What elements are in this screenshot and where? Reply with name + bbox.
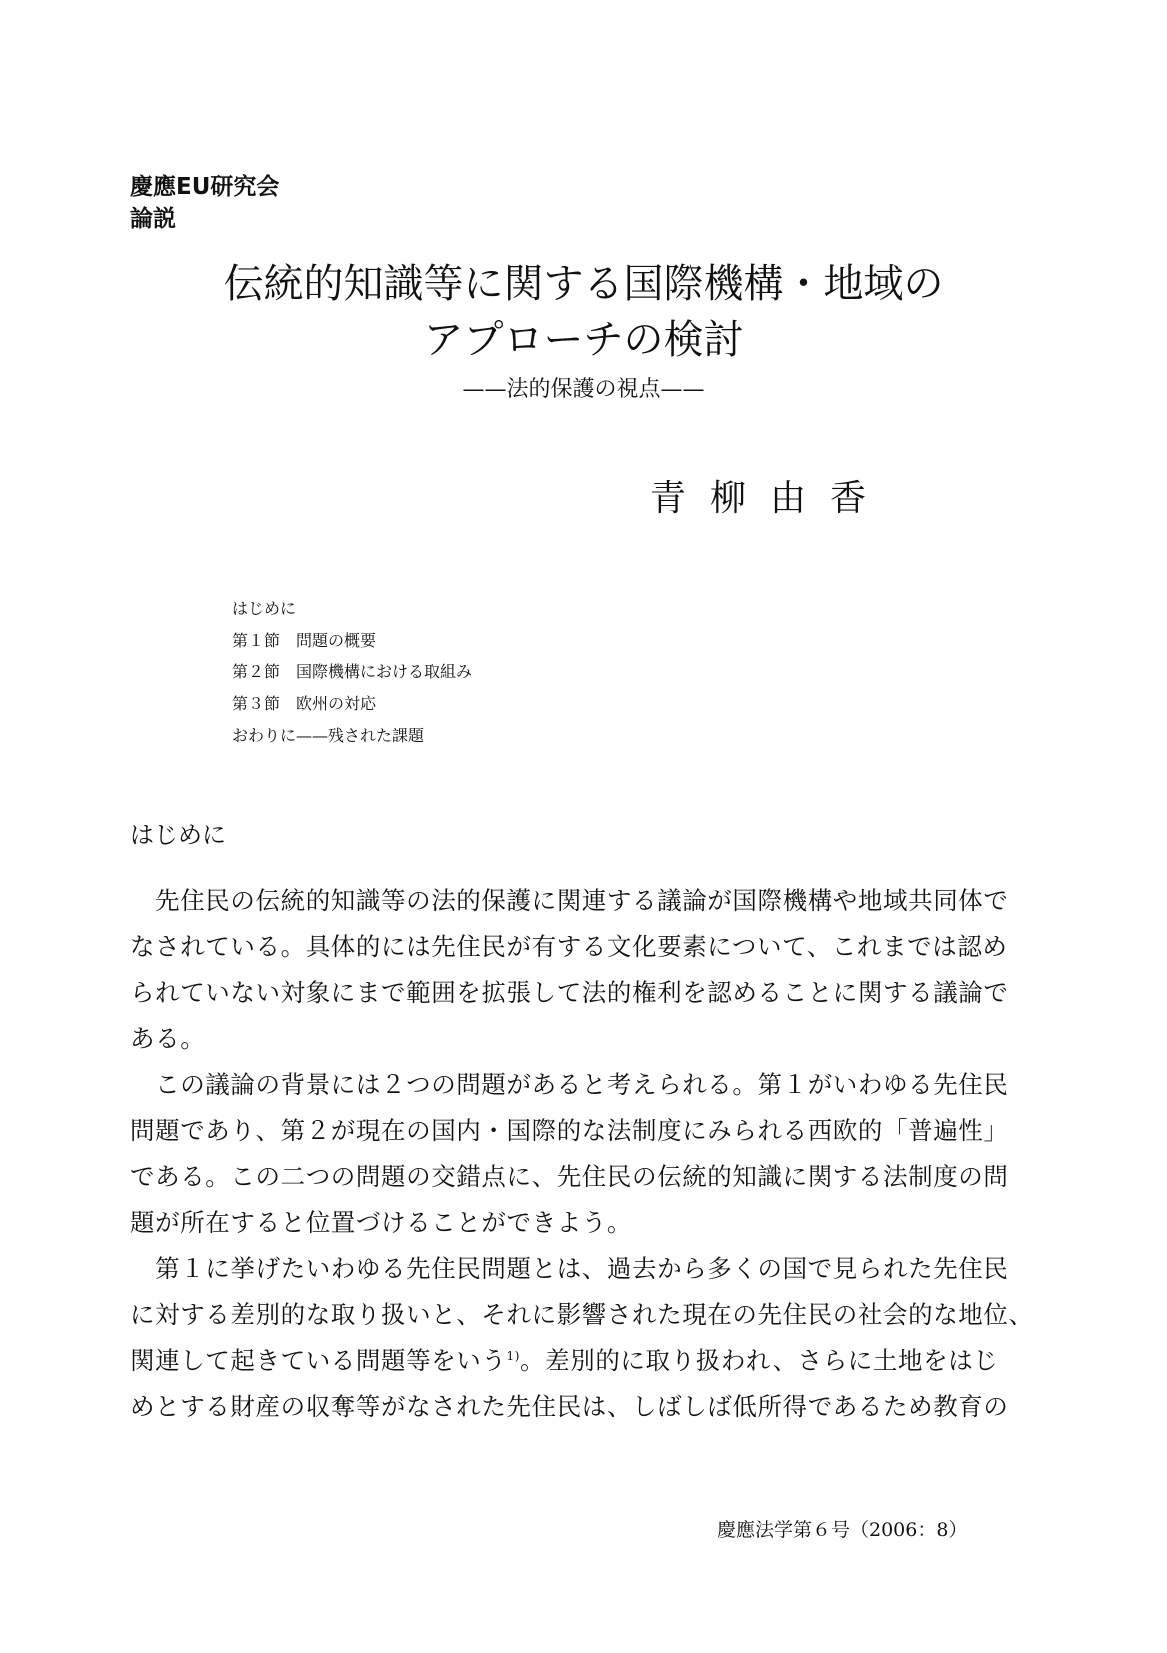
- body-line-with-footnote: [130, 1342, 998, 1377]
- body-line: なされている。具体的には先住民が有する文化要素について、これまでは認め: [130, 932, 1008, 961]
- body-line: 第１に挙げたいわゆる先住民問題とは、過去から多くの国で見られた先住民: [130, 1254, 1009, 1283]
- journal-footer: 慶應法学第６号（2006：8）: [717, 1519, 968, 1541]
- body-text: 。差別的に取り扱われ、さらに土地をはじ: [520, 1346, 999, 1375]
- subtitle: ——法的保護の視点——: [462, 377, 705, 402]
- body-line: めとする財産の収奪等がなされた先住民は、しばしば低所得であるため教育の: [130, 1392, 1009, 1421]
- body-line: である。この二つの問題の交錯点に、先住民の伝統的知識に関する法制度の問: [130, 1162, 1009, 1191]
- toc-item: おわりに——残された課題: [232, 726, 425, 745]
- body-line: 先住民の伝統的知識等の法的保護に関連する議論が国際機構や地域共同体で: [130, 886, 1009, 915]
- body-line: に対する差別的な取り扱いと、それに影響された現在の先住民の社会的な地位、: [130, 1300, 1034, 1329]
- society-label: 慶應EU研究会: [130, 174, 280, 200]
- title-line-2: アプローチの検討: [423, 317, 744, 363]
- body-line: ある。: [130, 1024, 206, 1053]
- toc-item: はじめに: [232, 599, 297, 618]
- toc-item: 第１節 問題の概要: [232, 631, 377, 650]
- body-text: 関連して起きている問題等をいう: [130, 1346, 507, 1375]
- category-label: 論説: [130, 206, 176, 232]
- body-line: 題が所在すると位置づけることができよう。: [130, 1208, 632, 1237]
- title-line-1: 伝統的知識等に関する国際機構・地域の: [223, 261, 944, 307]
- toc-item: 第３節 欧州の対応: [232, 694, 377, 713]
- body-line: この議論の背景には２つの問題があると考えられる。第１がいわゆる先住民: [130, 1070, 1009, 1099]
- footnote-ref[interactable]: 1): [506, 1348, 521, 1363]
- author: 青柳由香: [650, 478, 891, 519]
- section-heading: はじめに: [130, 821, 226, 849]
- toc-item: 第２節 国際機構における取組み: [232, 662, 473, 681]
- body-line: られていない対象にまで範囲を拡張して法的権利を認めることに関する議論で: [130, 978, 1009, 1007]
- body-line: 問題であり、第２が現在の国内・国際的な法制度にみられる西欧的「普遍性」: [130, 1116, 1009, 1145]
